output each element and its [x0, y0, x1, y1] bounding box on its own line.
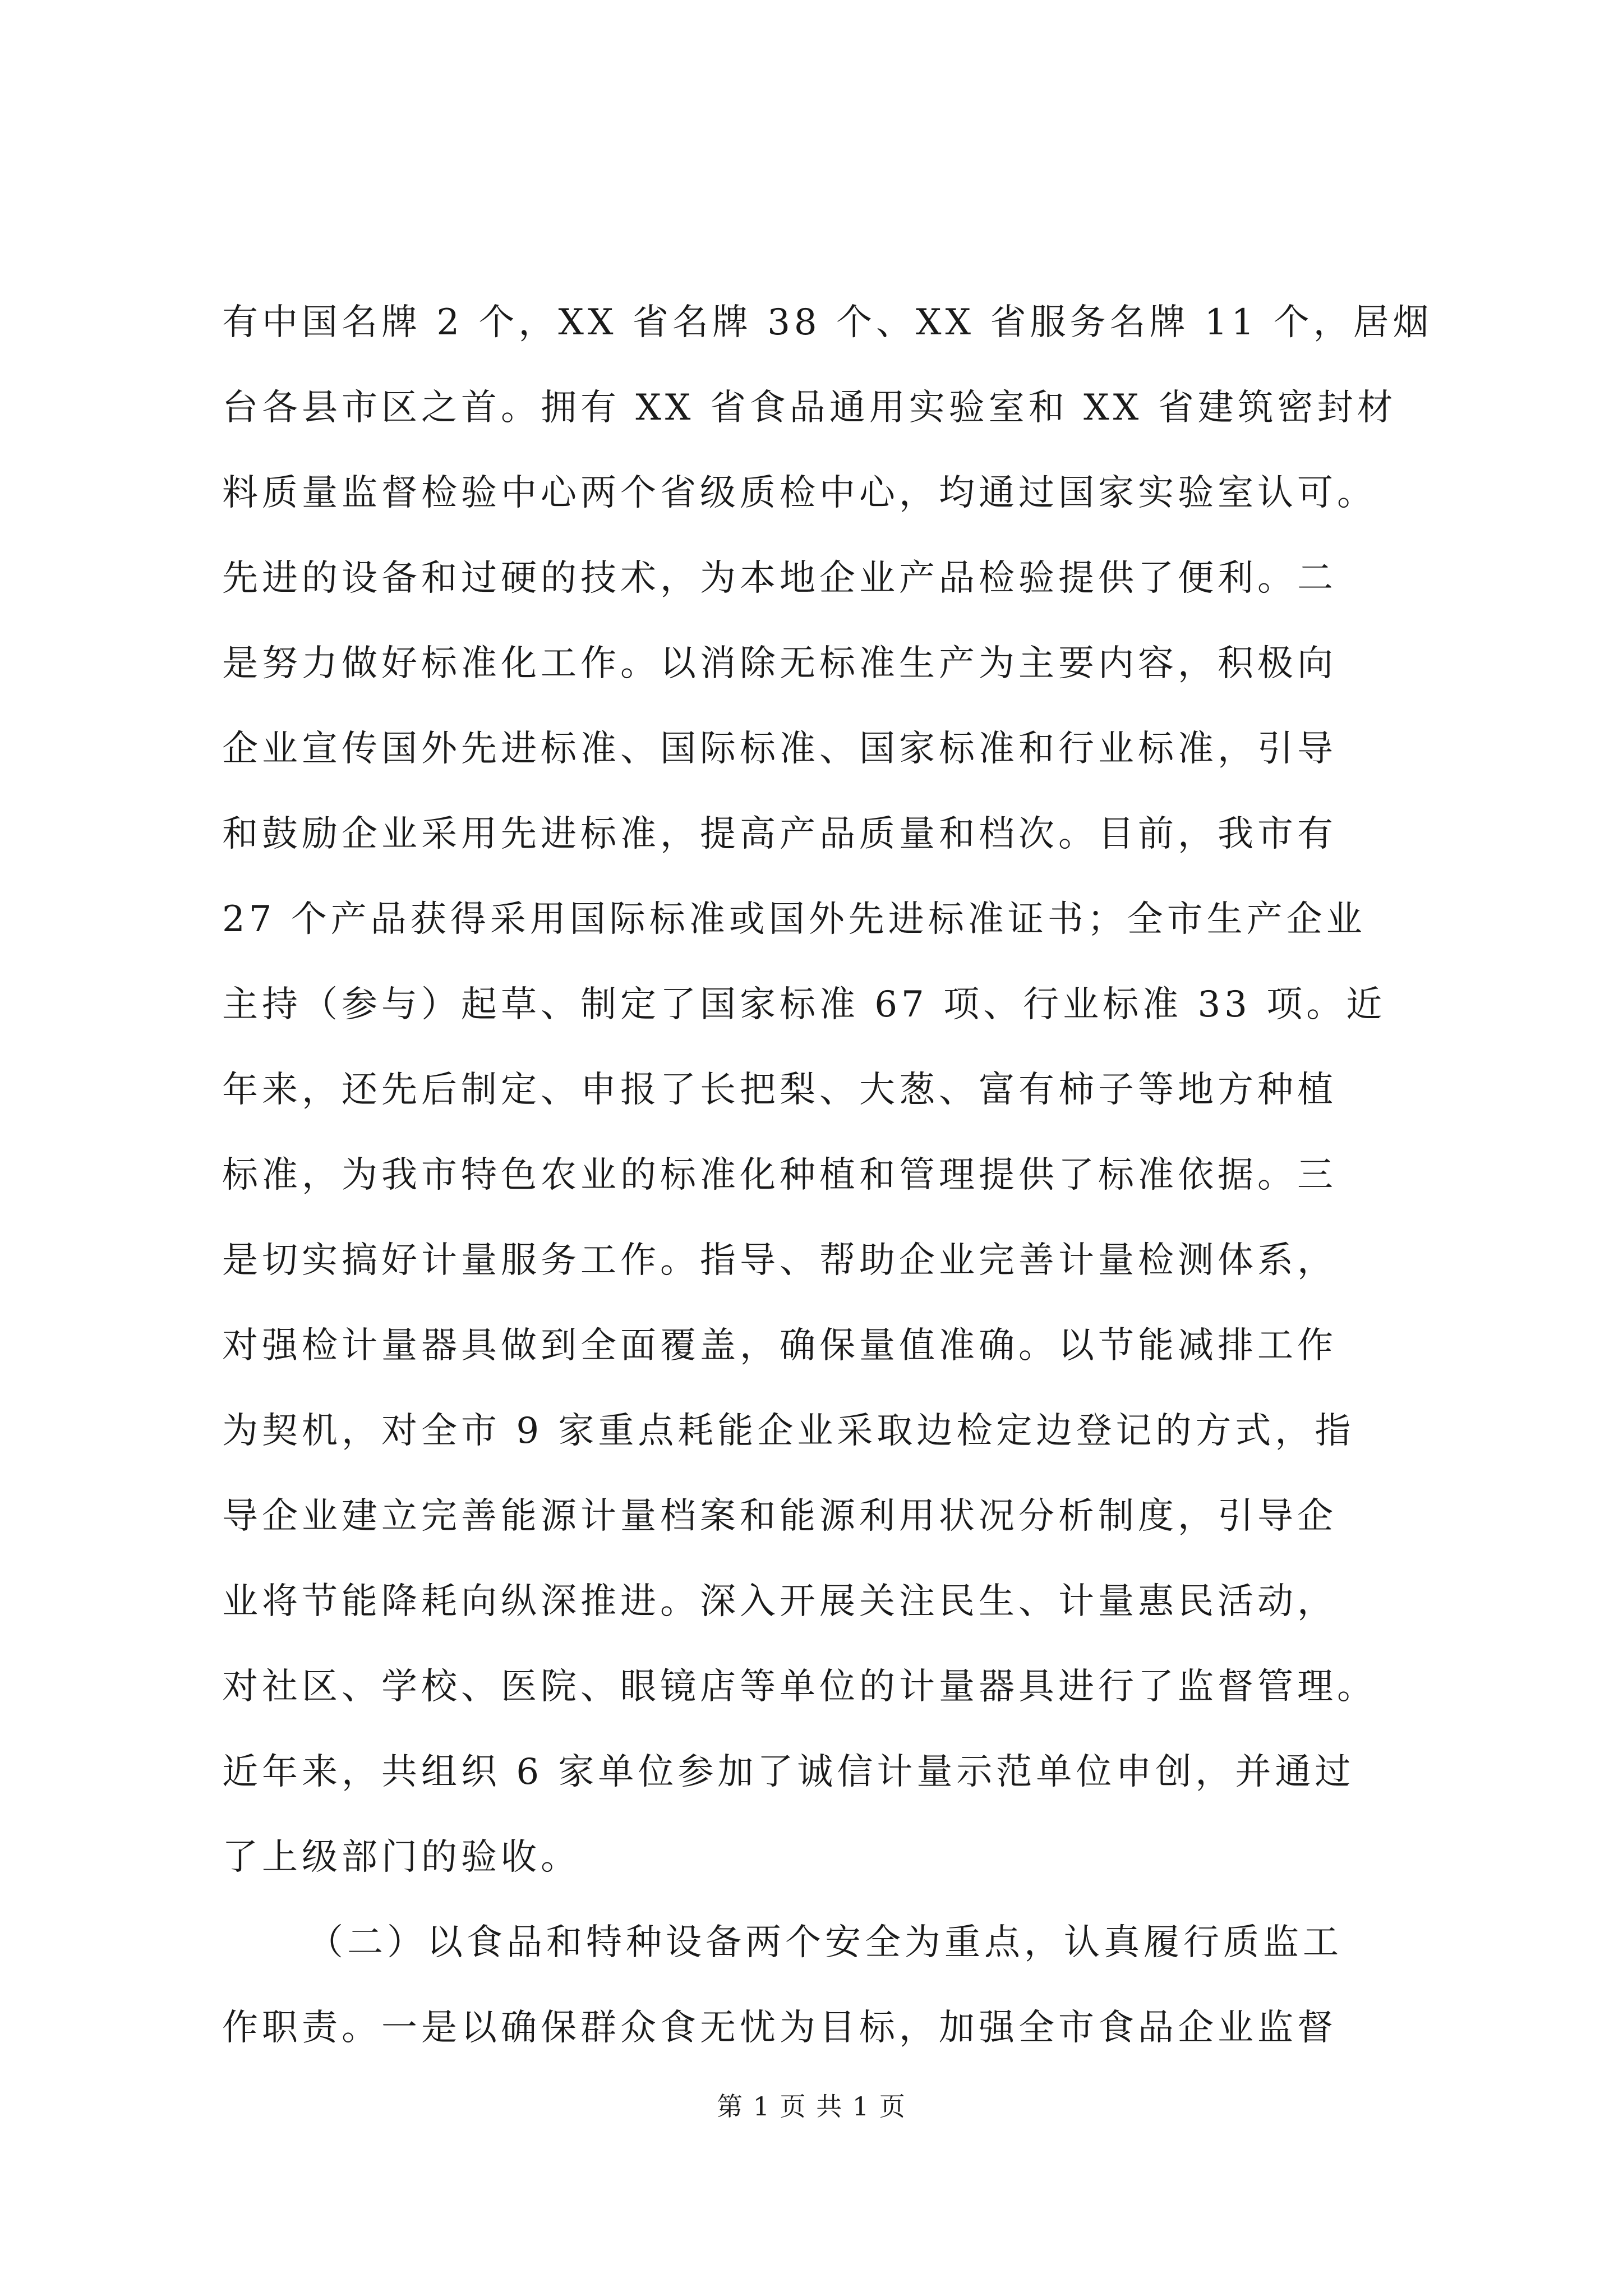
text-line: 和鼓励企业采用先进标准，提高产品质量和档次。目前，我市有 [222, 813, 1337, 855]
text-line: 料质量监督检验中心两个省级质检中心，均通过国家实验室认可。 [222, 472, 1377, 514]
text-line: 主持（参与）起草、制定了国家标准 67 项、行业标准 33 项。近 [222, 984, 1386, 1025]
text-line: 先进的设备和过硬的技术，为本地企业产品检验提供了便利。二 [222, 558, 1337, 599]
text-line: 业将节能降耗向纵深推进。深入开展关注民生、计量惠民活动， [222, 1581, 1337, 1622]
text-line: 为契机，对全市 9 家重点耗能企业采取边检定边登记的方式，指 [222, 1410, 1355, 1452]
text-line: 台各县市区之首。拥有 XX 省食品通用实验室和 XX 省建筑密封材 [222, 387, 1397, 429]
page-number-label: 第 1 页 共 1 页 [717, 2091, 906, 2122]
text-line: 27 个产品获得采用国际标准或国外先进标准证书；全市生产企业 [222, 899, 1366, 940]
text-line: 企业宣传国外先进标准、国际标准、国家标准和行业标准，引导 [222, 728, 1337, 770]
page-footer [0, 2090, 1623, 2123]
text-line: 有中国名牌 2 个，XX 省名牌 38 个、XX 省服务名牌 11 个，居烟 [222, 302, 1433, 343]
text-line: 对社区、学校、医院、眼镜店等单位的计量器具进行了监督管理。 [222, 1666, 1377, 1708]
text-line: 年来，还先后制定、申报了长把梨、大葱、富有柿子等地方种植 [222, 1069, 1337, 1111]
text-line: 标准，为我市特色农业的标准化种植和管理提供了标准依据。三 [222, 1154, 1337, 1196]
text-line: 导企业建立完善能源计量档案和能源利用状况分析制度，引导企 [222, 1496, 1337, 1537]
text-line: 近年来，共组织 6 家单位参加了诚信计量示范单位申创，并通过 [222, 1751, 1355, 1793]
text-line: （二）以食品和特种设备两个安全为重点，认真履行质监工 [307, 1922, 1343, 1963]
text-line: 了上级部门的验收。 [222, 1837, 580, 1878]
text-line: 对强检计量器具做到全面覆盖，确保量值准确。以节能减排工作 [222, 1325, 1337, 1366]
text-line: 是努力做好标准化工作。以消除无标准生产为主要内容，积极向 [222, 643, 1337, 684]
text-line: 作职责。一是以确保群众食无忧为目标，加强全市食品企业监督 [222, 2007, 1337, 2049]
text-line: 是切实搞好计量服务工作。指导、帮助企业完善计量检测体系， [222, 1240, 1337, 1281]
